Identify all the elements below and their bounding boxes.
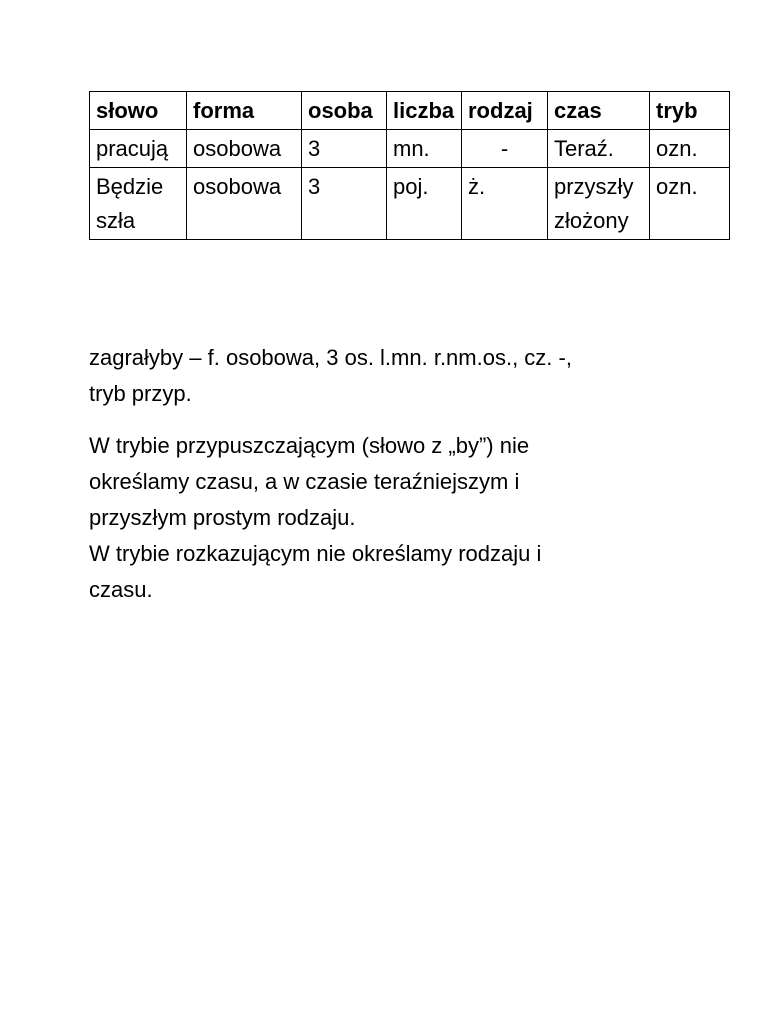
header-cell-slowo: słowo [90, 92, 187, 130]
note-rules-paragraph: W trybie przypuszczającym (słowo z „by”) nie określamy czasu, a w czasie teraźniejszym i przyszłym prostym rodzaju. W trybie rozkazującym nie określamy rodzaju i czasu. [89, 433, 542, 602]
table-header-row [90, 92, 730, 130]
table-row [90, 168, 730, 240]
header-cell-osoba: osoba [302, 92, 387, 130]
table-cell: osobowa [187, 168, 302, 240]
notes-section [89, 340, 689, 624]
header-cell-liczba: liczba [387, 92, 462, 130]
table-cell: pracują [90, 130, 187, 168]
table-row [90, 130, 730, 168]
header-cell-rodzaj: rodzaj [462, 92, 548, 130]
table-cell: ż. [462, 168, 548, 240]
header-cell-forma: forma [187, 92, 302, 130]
grammar-table [89, 91, 730, 240]
table-cell: poj. [387, 168, 462, 240]
table-cell: 3 [302, 168, 387, 240]
table-cell: ozn. [650, 130, 730, 168]
header-cell-tryb: tryb [650, 92, 730, 130]
table-cell: Będzie szła [90, 168, 187, 240]
note-zagralyby: zagrałyby – f. osobowa, 3 os. l.mn. r.nm.os., cz. -, tryb przyp. [89, 345, 572, 406]
table-cell: ozn. [650, 168, 730, 240]
table-cell: - [462, 130, 548, 168]
table-cell: mn. [387, 130, 462, 168]
table-cell: przyszły złożony [548, 168, 650, 240]
table-cell: osobowa [187, 130, 302, 168]
header-cell-czas: czas [548, 92, 650, 130]
table-cell: Teraź. [548, 130, 650, 168]
table-cell: 3 [302, 130, 387, 168]
